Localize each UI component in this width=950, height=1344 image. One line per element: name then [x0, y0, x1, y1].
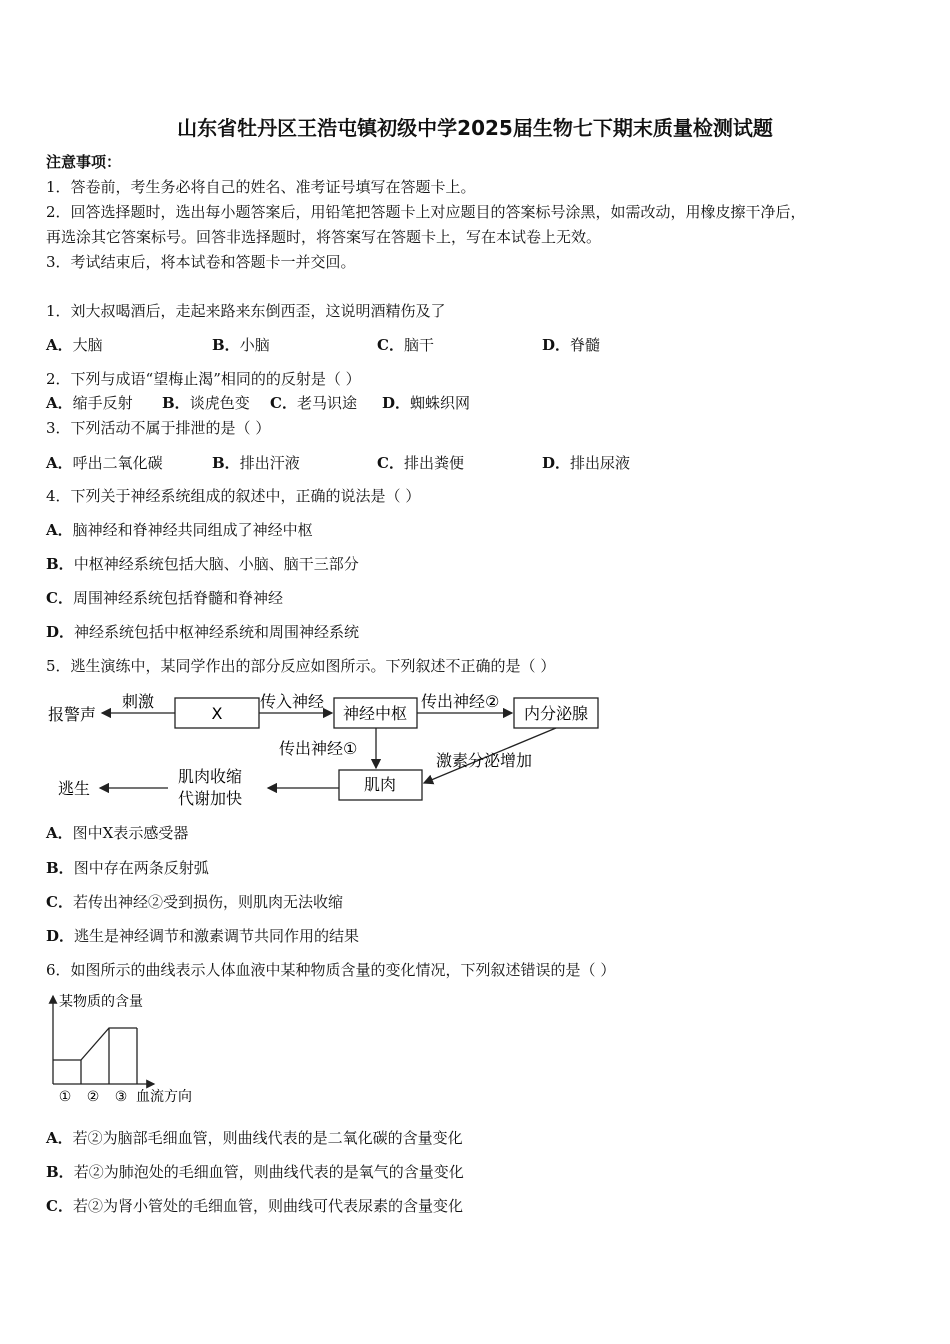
- option: A．若②为脑部毛细血管，则曲线代表的是二氧化碳的含量变化: [46, 1129, 463, 1147]
- afferent-label: 传入神经: [260, 692, 325, 711]
- y-axis-label: 某物质的含量: [59, 994, 143, 1010]
- efferent1-label: 传出神经①: [279, 739, 358, 758]
- gland-label: 内分泌腺: [523, 704, 589, 723]
- option: C．排出粪便: [377, 454, 464, 472]
- option: B．排出汗液: [212, 454, 300, 472]
- notice-item: 再选涂其它答案标号。回答非选择题时，将答案写在答题卡上，写在本试卷上无效。: [46, 228, 602, 246]
- option: D．蜘蛛织网: [382, 394, 471, 412]
- notice-item: 2．回答选择题时，选出每小题答案后，用铅笔把答题卡上对应题目的答案标号涂黑，如需改动，用橡皮擦干净后，: [46, 203, 806, 221]
- option: C．若传出神经②受到损伤，则肌肉无法收缩: [46, 893, 343, 911]
- option: D．脊髓: [542, 336, 601, 354]
- question-stem: 1．刘大叔喝酒后，走起来路来东倒西歪，这说明酒精伤及了: [46, 302, 446, 320]
- stimulus-label: 刺激: [122, 692, 155, 711]
- notice-item: 1．答卷前，考生务必将自己的姓名、准考证号填写在答题卡上。: [46, 178, 476, 196]
- option: D．神经系统包括中枢神经系统和周围神经系统: [46, 623, 360, 641]
- x-label: X: [211, 704, 223, 723]
- option: A．呼出二氧化碳: [46, 454, 163, 472]
- notice-heading: 注意事项：: [46, 153, 122, 171]
- option: B．谈虎色变: [162, 394, 250, 412]
- option: D．排出尿液: [542, 454, 631, 472]
- content-chart: [44, 990, 214, 1108]
- option: C．周围神经系统包括脊髓和脊神经: [46, 589, 283, 607]
- option: C．老马识途: [270, 394, 357, 412]
- efferent2-label: 传出神经②: [421, 692, 500, 711]
- notice-item: 3．考试结束后，将本试卷和答题卡一并交回。: [46, 253, 356, 271]
- option: B．小脑: [212, 336, 270, 354]
- alarm-label: 报警声: [48, 705, 97, 724]
- question-stem: 2．下列与成语“望梅止渴”相同的的反射是（ ）: [46, 370, 361, 388]
- option: D．逃生是神经调节和激素调节共同作用的结果: [46, 927, 360, 945]
- question-stem: 4．下列关于神经系统组成的叙述中，正确的说法是（ ）: [46, 487, 421, 505]
- option: B．若②为肺泡处的毛细血管，则曲线代表的是氧气的含量变化: [46, 1163, 464, 1181]
- option: A．大脑: [46, 336, 103, 354]
- x-axis-label: 血流方向: [136, 1089, 192, 1105]
- question-stem: 3．下列活动不属于排泄的是（ ）: [46, 419, 271, 437]
- option: C．若②为肾小管处的毛细血管，则曲线可代表尿素的含量变化: [46, 1197, 463, 1215]
- x-tick-label: ③: [114, 1089, 128, 1105]
- option: A．图中X表示感受器: [46, 824, 189, 842]
- reflex-diagram: [40, 686, 620, 816]
- question-stem: 6．如图所示的曲线表示人体血液中某种物质含量的变化情况，下列叙述错误的是（ ）: [46, 961, 616, 979]
- question-stem: 5．逃生演练中，某同学作出的部分反应如图所示。下列叙述不正确的是（ ）: [46, 657, 556, 675]
- muscle-label: 肌肉: [363, 775, 397, 794]
- muscle-effect-label: 代谢加快: [178, 789, 243, 808]
- series-line: [53, 1028, 137, 1060]
- muscle-effect-label: 肌肉收缩: [178, 767, 243, 786]
- escape-label: 逃生: [58, 779, 91, 798]
- option: A．缩手反射: [46, 394, 133, 412]
- hormone-label: 激素分泌增加: [436, 751, 533, 770]
- center-label: 神经中枢: [342, 704, 408, 723]
- option: B．中枢神经系统包括大脑、小脑、脑干三部分: [46, 555, 359, 573]
- x-tick-label: ②: [86, 1089, 100, 1105]
- x-tick-label: ①: [58, 1089, 72, 1105]
- option: A．脑神经和脊神经共同组成了神经中枢: [46, 521, 313, 539]
- option: C．脑干: [377, 336, 434, 354]
- page-title: 山东省牡丹区王浩屯镇初级中学2025届生物七下期末质量检测试题: [177, 116, 773, 140]
- option: B．图中存在两条反射弧: [46, 859, 209, 877]
